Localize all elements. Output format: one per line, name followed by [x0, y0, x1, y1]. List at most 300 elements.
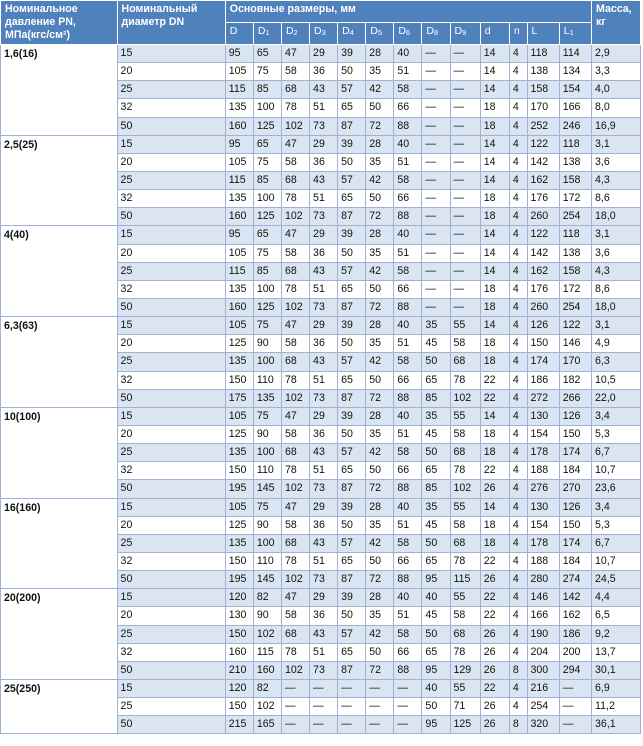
dimension-cell: 150 — [225, 462, 253, 480]
dimension-cell: 266 — [559, 389, 591, 407]
dimension-cell: 47 — [281, 45, 309, 63]
header-col-l: L — [527, 23, 559, 45]
dimension-cell: 158 — [559, 262, 591, 280]
dimension-cell: 68 — [450, 625, 480, 643]
dimension-cell: 29 — [310, 498, 338, 516]
dimension-cell: 85 — [253, 262, 281, 280]
header-col-d1: $D_1$ — [253, 23, 281, 45]
dimension-cell: 14 — [480, 171, 509, 189]
dimension-cell: — — [422, 262, 450, 280]
dimension-cell: 58 — [394, 353, 422, 371]
dimension-cell: 102 — [281, 661, 309, 679]
dimension-cell: 105 — [225, 498, 253, 516]
dimension-cell: 90 — [253, 335, 281, 353]
dimension-cell: 47 — [281, 135, 309, 153]
dn-cell: 32 — [117, 462, 225, 480]
dimension-cell: 28 — [366, 45, 394, 63]
dimension-cell: 135 — [225, 190, 253, 208]
dimension-cell: 58 — [394, 262, 422, 280]
dimension-cell: 50 — [366, 280, 394, 298]
dimension-cell: 40 — [394, 407, 422, 425]
dimension-cell: 260 — [527, 208, 559, 226]
dimension-cell: 26 — [480, 716, 509, 734]
dimension-cell: 188 — [527, 552, 559, 570]
dimension-cell: — — [338, 698, 366, 716]
dimension-cell: 115 — [450, 571, 480, 589]
dimension-cell: 78 — [281, 99, 309, 117]
dimension-cell: 58 — [394, 444, 422, 462]
dimension-cell: 100 — [253, 99, 281, 117]
header-dn: Номинальный диаметр DN — [117, 1, 225, 45]
dimension-cell: 184 — [559, 552, 591, 570]
table-row — [1, 589, 641, 607]
dimension-cell: 95 — [225, 135, 253, 153]
dimension-cell: 58 — [450, 335, 480, 353]
dimension-cell: 4 — [509, 444, 527, 462]
dimension-cell: 14 — [480, 262, 509, 280]
dimension-cell: 50 — [422, 625, 450, 643]
dimension-cell: 254 — [559, 298, 591, 316]
dimension-cell: 51 — [310, 99, 338, 117]
dimension-cell: 165 — [253, 716, 281, 734]
dimension-cell: 72 — [366, 571, 394, 589]
dimension-cell: 78 — [450, 643, 480, 661]
dimension-cell: 40 — [394, 135, 422, 153]
dimension-cell: 146 — [559, 335, 591, 353]
mass-cell: 10,7 — [592, 552, 641, 570]
dimension-cell: 29 — [310, 45, 338, 63]
dimension-cell: 178 — [527, 444, 559, 462]
dimension-cell: 18 — [480, 534, 509, 552]
dn-cell: 32 — [117, 371, 225, 389]
dimension-cell: 158 — [527, 81, 559, 99]
dimension-cell: 88 — [394, 480, 422, 498]
dimension-cell: 87 — [338, 571, 366, 589]
dimension-cell: 150 — [225, 625, 253, 643]
dimension-cell: 18 — [480, 298, 509, 316]
dimension-cell: 85 — [422, 389, 450, 407]
dimension-cell: 18 — [480, 208, 509, 226]
dn-cell: 25 — [117, 81, 225, 99]
header-col-d8: $D_8$ — [422, 23, 450, 45]
dimension-cell: 154 — [527, 516, 559, 534]
dn-cell: 15 — [117, 135, 225, 153]
dimension-cell: 68 — [281, 625, 309, 643]
dimension-cell: 102 — [281, 298, 309, 316]
dimension-cell: 4 — [509, 425, 527, 443]
dimension-cell: 95 — [225, 45, 253, 63]
dimension-cell: — — [422, 208, 450, 226]
dn-cell: 20 — [117, 607, 225, 625]
dimension-cell: 50 — [422, 534, 450, 552]
dimension-cell: — — [450, 190, 480, 208]
dimension-cell: 18 — [480, 335, 509, 353]
dimension-cell: 246 — [559, 117, 591, 135]
mass-cell: 6,7 — [592, 534, 641, 552]
dimension-cell: 160 — [253, 661, 281, 679]
dn-cell: 15 — [117, 45, 225, 63]
mass-cell: 24,5 — [592, 571, 641, 589]
dimension-cell: 126 — [559, 498, 591, 516]
dimension-cell: 18 — [480, 280, 509, 298]
dimension-cell: 42 — [366, 353, 394, 371]
dimension-cell: 90 — [253, 425, 281, 443]
dimension-cell: 85 — [253, 171, 281, 189]
header-mass: Масса, кг — [592, 1, 641, 45]
dimension-cell: 4 — [509, 589, 527, 607]
dimension-cell: 105 — [225, 407, 253, 425]
dimension-cell: 110 — [253, 552, 281, 570]
dimension-cell: 276 — [527, 480, 559, 498]
dimension-cell: 125 — [253, 298, 281, 316]
dimension-cell: 36 — [310, 607, 338, 625]
dimension-cell: 14 — [480, 45, 509, 63]
dimension-cell: 172 — [559, 190, 591, 208]
dn-cell: 50 — [117, 480, 225, 498]
dimension-cell: 170 — [559, 353, 591, 371]
dimension-cell: 28 — [366, 498, 394, 516]
dimension-cell: 50 — [422, 698, 450, 716]
dimension-cell: 45 — [422, 516, 450, 534]
dimension-cell: 57 — [338, 444, 366, 462]
dimension-cell: 66 — [394, 462, 422, 480]
dimension-cell: 4 — [509, 262, 527, 280]
dimension-cell: 18 — [480, 444, 509, 462]
dimension-cell: — — [450, 280, 480, 298]
dimension-cell: 154 — [559, 81, 591, 99]
dimension-cell: 115 — [253, 643, 281, 661]
dimension-cell: 43 — [310, 171, 338, 189]
dimension-cell: 47 — [281, 498, 309, 516]
dimension-cell: — — [281, 679, 309, 697]
mass-cell: 23,6 — [592, 480, 641, 498]
dimension-cell: 22 — [480, 552, 509, 570]
dimension-cell: 130 — [527, 498, 559, 516]
dimension-cell: 4 — [509, 643, 527, 661]
dn-cell: 32 — [117, 99, 225, 117]
dimension-cell: 78 — [281, 190, 309, 208]
dimension-cell: 4 — [509, 571, 527, 589]
dimension-cell: 72 — [366, 389, 394, 407]
dimension-cell: 85 — [422, 480, 450, 498]
dimension-cell: 175 — [225, 389, 253, 407]
mass-cell: 3,1 — [592, 226, 641, 244]
dimension-cell: 4 — [509, 480, 527, 498]
dimension-cell: 158 — [559, 171, 591, 189]
dimension-cell: 68 — [281, 171, 309, 189]
dimension-cell: 125 — [450, 716, 480, 734]
dimension-cell: 39 — [338, 589, 366, 607]
dimension-cell: — — [450, 135, 480, 153]
dimension-cell: 176 — [527, 280, 559, 298]
dimension-cell: 146 — [527, 589, 559, 607]
dimension-cell: 73 — [310, 117, 338, 135]
dimension-cell: 26 — [480, 698, 509, 716]
pressure-cell: 20(200) — [1, 589, 118, 680]
dn-cell: 32 — [117, 643, 225, 661]
dimension-cell: 39 — [338, 317, 366, 335]
dimension-cell: 26 — [480, 480, 509, 498]
dimension-cell: 28 — [366, 135, 394, 153]
dimension-cell: 190 — [527, 625, 559, 643]
dimension-cell: 47 — [281, 589, 309, 607]
mass-cell: 10,5 — [592, 371, 641, 389]
dimension-cell: 174 — [559, 444, 591, 462]
header-dimensions: Основные размеры, мм — [225, 1, 591, 23]
dimension-cell: 274 — [559, 571, 591, 589]
dimension-cell: 40 — [394, 498, 422, 516]
dimension-cell: 126 — [527, 317, 559, 335]
table-row — [1, 498, 641, 516]
dimension-cell: 162 — [527, 262, 559, 280]
dimension-cell: 14 — [480, 317, 509, 335]
dimension-cell: 122 — [527, 135, 559, 153]
dimension-cell: 4 — [509, 226, 527, 244]
dimension-cell: 125 — [225, 425, 253, 443]
dimension-cell: 68 — [281, 262, 309, 280]
dimension-cell: 162 — [559, 607, 591, 625]
dimension-cell: — — [338, 679, 366, 697]
dimension-cell: 4 — [509, 135, 527, 153]
dimension-cell: 36 — [310, 153, 338, 171]
dimension-cell: 105 — [225, 317, 253, 335]
dimension-cell: 58 — [281, 153, 309, 171]
dimension-cell: 138 — [559, 244, 591, 262]
dimension-cell: 35 — [422, 317, 450, 335]
dimension-cell: — — [422, 135, 450, 153]
mass-cell: 16,9 — [592, 117, 641, 135]
dimension-cell: 100 — [253, 280, 281, 298]
dimension-cell: 55 — [450, 679, 480, 697]
header-col-d6: $D_6$ — [394, 23, 422, 45]
dimension-cell: 43 — [310, 625, 338, 643]
dimension-cell: 4 — [509, 208, 527, 226]
dimension-cell: 142 — [527, 153, 559, 171]
dn-cell: 20 — [117, 244, 225, 262]
dimension-cell: 145 — [253, 480, 281, 498]
mass-cell: 8,6 — [592, 190, 641, 208]
dimension-cell: 78 — [281, 643, 309, 661]
dn-cell: 15 — [117, 498, 225, 516]
dimension-cell: 51 — [394, 425, 422, 443]
dimension-cell: 43 — [310, 444, 338, 462]
dimension-cell: 87 — [338, 389, 366, 407]
dn-cell: 50 — [117, 298, 225, 316]
dimension-cell: 45 — [422, 425, 450, 443]
dimension-cell: 35 — [366, 335, 394, 353]
dimension-cell: 102 — [281, 571, 309, 589]
dimension-cell: 166 — [527, 607, 559, 625]
dimension-cell: 35 — [366, 516, 394, 534]
dimension-cell: 14 — [480, 244, 509, 262]
dimension-cell: 50 — [422, 353, 450, 371]
dimension-cell: 87 — [338, 117, 366, 135]
dn-cell: 20 — [117, 63, 225, 81]
dimension-cell: 4 — [509, 298, 527, 316]
dimension-cell: — — [281, 698, 309, 716]
dn-cell: 25 — [117, 625, 225, 643]
dimension-cell: 50 — [338, 153, 366, 171]
dimension-cell: 58 — [450, 516, 480, 534]
dimension-cell: 4 — [509, 407, 527, 425]
dn-cell: 25 — [117, 444, 225, 462]
dimension-cell: 87 — [338, 298, 366, 316]
dimension-cell: 57 — [338, 353, 366, 371]
dimension-cell: 130 — [225, 607, 253, 625]
dimension-cell: 14 — [480, 226, 509, 244]
dimension-cell: 26 — [480, 571, 509, 589]
dimension-cell: 40 — [394, 589, 422, 607]
dimension-cell: 50 — [338, 244, 366, 262]
dimension-cell: 4 — [509, 389, 527, 407]
dimension-cell: — — [394, 716, 422, 734]
dimension-cell: 58 — [281, 244, 309, 262]
dimension-cell: 138 — [527, 63, 559, 81]
dimension-cell: 186 — [559, 625, 591, 643]
dimension-cell: — — [422, 298, 450, 316]
dimension-cell: 73 — [310, 298, 338, 316]
dimension-cell: 35 — [422, 498, 450, 516]
dimension-cell: 14 — [480, 135, 509, 153]
dimension-cell: 50 — [338, 335, 366, 353]
dimension-cell: 134 — [559, 63, 591, 81]
dimension-cell: 78 — [281, 371, 309, 389]
header-col-d4: $D_4$ — [338, 23, 366, 45]
dn-cell: 25 — [117, 171, 225, 189]
dimension-cell: 65 — [338, 280, 366, 298]
dimension-cell: 4 — [509, 117, 527, 135]
table-row — [1, 407, 641, 425]
table-row — [1, 317, 641, 335]
dimension-cell: 160 — [225, 208, 253, 226]
dimension-cell: 58 — [394, 534, 422, 552]
dimension-cell: 50 — [338, 425, 366, 443]
dimension-cell: 115 — [225, 81, 253, 99]
dimension-cell: 45 — [422, 335, 450, 353]
header-col-d9: $D_9$ — [450, 23, 480, 45]
dimension-cell: 260 — [527, 298, 559, 316]
dimension-cell: 184 — [559, 462, 591, 480]
dn-cell: 50 — [117, 389, 225, 407]
dimension-cell: 4 — [509, 462, 527, 480]
dimension-cell: 100 — [253, 190, 281, 208]
dimension-cell: 72 — [366, 661, 394, 679]
dimension-cell: 142 — [527, 244, 559, 262]
mass-cell: 6,3 — [592, 353, 641, 371]
dimension-cell: 73 — [310, 571, 338, 589]
dimension-cell: 88 — [394, 389, 422, 407]
dimension-cell: — — [422, 45, 450, 63]
dimension-cell: 73 — [310, 480, 338, 498]
dimension-cell: 18 — [480, 190, 509, 208]
dimension-cell: 160 — [225, 117, 253, 135]
dimension-cell: 174 — [559, 534, 591, 552]
dimension-cell: 195 — [225, 571, 253, 589]
dimension-cell: 125 — [225, 335, 253, 353]
mass-cell: 4,9 — [592, 335, 641, 353]
dimension-cell: 68 — [281, 353, 309, 371]
dimension-cell: 58 — [394, 171, 422, 189]
dimension-cell: 72 — [366, 208, 394, 226]
dimension-cell: 40 — [394, 317, 422, 335]
dimension-cell: 210 — [225, 661, 253, 679]
dn-cell: 50 — [117, 716, 225, 734]
dimension-cell: 42 — [366, 171, 394, 189]
dimension-cell: 66 — [394, 190, 422, 208]
mass-cell: 3,4 — [592, 407, 641, 425]
dimension-cell: 22 — [480, 589, 509, 607]
dimension-cell: 39 — [338, 498, 366, 516]
dimension-cell: 4 — [509, 679, 527, 697]
dimension-cell: 57 — [338, 625, 366, 643]
dimension-cell: 55 — [450, 589, 480, 607]
dimension-cell: 68 — [281, 81, 309, 99]
header-col-d5: $D_5$ — [366, 23, 394, 45]
dimension-cell: 35 — [366, 607, 394, 625]
dimension-cell: — — [422, 81, 450, 99]
dimension-cell: 36 — [310, 335, 338, 353]
dimension-cell: — — [450, 117, 480, 135]
dimension-cell: 42 — [366, 81, 394, 99]
dimension-cell: 75 — [253, 317, 281, 335]
dimension-cell: 68 — [450, 444, 480, 462]
dn-cell: 20 — [117, 153, 225, 171]
dimension-cell: — — [450, 63, 480, 81]
table-row — [1, 679, 641, 697]
dimension-cell: — — [422, 117, 450, 135]
dimension-cell: 118 — [559, 135, 591, 153]
dimension-cell: 125 — [253, 208, 281, 226]
dimension-cell: 65 — [253, 45, 281, 63]
dimension-cell: 215 — [225, 716, 253, 734]
dimension-cell: 254 — [559, 208, 591, 226]
dimension-cell: 55 — [450, 317, 480, 335]
dimension-cell: 4 — [509, 171, 527, 189]
dimension-cell: 100 — [253, 353, 281, 371]
dimension-cell: — — [450, 262, 480, 280]
dimension-cell: 100 — [253, 444, 281, 462]
dimension-cell: — — [310, 716, 338, 734]
dimension-cell: 125 — [253, 117, 281, 135]
dimension-cell: — — [422, 171, 450, 189]
dimension-cell: 135 — [225, 99, 253, 117]
dn-cell: 15 — [117, 226, 225, 244]
dimension-cell: 65 — [422, 371, 450, 389]
table-header — [1, 1, 641, 45]
dimension-cell: 4 — [509, 607, 527, 625]
dimension-cell: 118 — [559, 226, 591, 244]
dimension-cell: 14 — [480, 63, 509, 81]
mass-cell: 2,9 — [592, 45, 641, 63]
dimension-cell: 40 — [394, 226, 422, 244]
dimension-cell: 65 — [422, 643, 450, 661]
dimension-cell: 51 — [310, 280, 338, 298]
dimension-cell: 26 — [480, 661, 509, 679]
dimension-cell: 122 — [527, 226, 559, 244]
dimension-cell: 29 — [310, 317, 338, 335]
dimension-cell: 18 — [480, 425, 509, 443]
dimension-cell: 29 — [310, 407, 338, 425]
table-body — [1, 45, 641, 734]
dimension-cell: 78 — [450, 552, 480, 570]
dimension-cell: 95 — [422, 716, 450, 734]
dimension-cell: 55 — [450, 498, 480, 516]
dimension-cell: — — [310, 698, 338, 716]
dimension-cell: 58 — [281, 425, 309, 443]
dimension-cell: — — [422, 244, 450, 262]
dimension-cell: — — [422, 63, 450, 81]
dimension-cell: 162 — [527, 171, 559, 189]
